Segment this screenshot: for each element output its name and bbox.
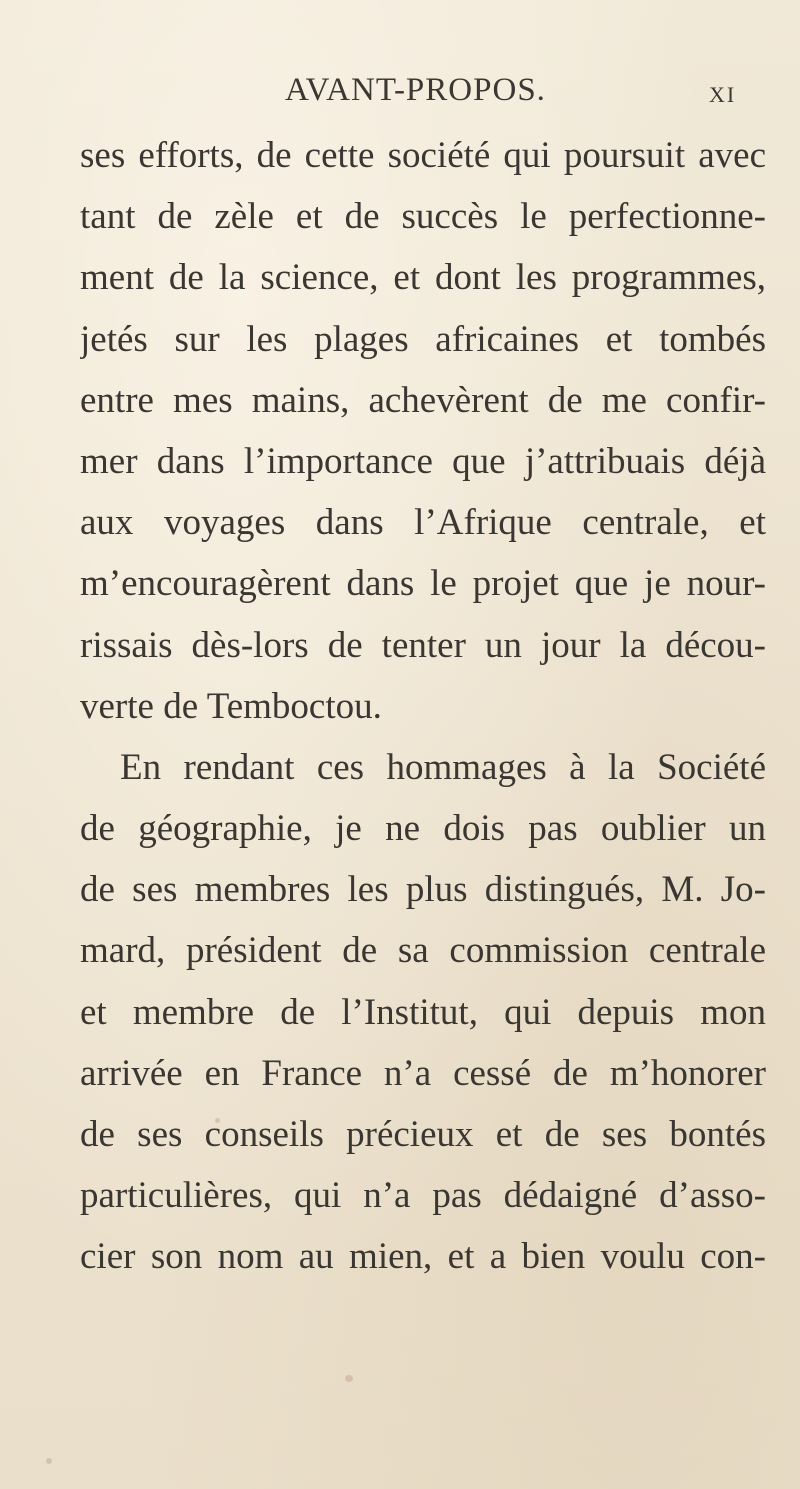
text-line: ses efforts, de cette société qui poursuit avec [80,135,766,176]
text-line: tant de zèle et de succès le perfectionne- [80,196,766,238]
text-line: rissais dès-lors de tenter un jour la décou- [80,624,766,666]
text-line: m’encouragèrent dans le projet que je nour- [80,563,766,605]
text-line: entre mes mains, achevèrent de me confir- [80,379,766,421]
text-line: ment de la science, et dont les programmes, [80,257,766,299]
text-line: jetés sur les plages africaines et tombés [80,318,766,360]
text-line: de géographie, je ne dois pas oublier un [80,808,766,850]
paragraph-first-line: En rendant ces hommages à la Société [120,746,766,788]
text-line: mard, président de sa commission centrale [80,930,766,972]
foxing-spot [46,1458,52,1464]
text-line: de ses membres les plus distingués, M. Jo- [80,869,766,911]
text-line: verte de Temboctou. [80,685,382,727]
running-title: AVANT-PROPOS. [285,72,546,108]
running-head [0,72,800,116]
text-line: et membre de l’Institut, qui depuis mon [80,991,766,1033]
foxing-spot [215,1118,220,1123]
page-number: XI [709,82,737,107]
text-line: de ses conseils précieux et de ses bontés [80,1114,766,1155]
text-line: aux voyages dans l’Afrique centrale, et [80,502,766,544]
foxing-spot [345,1375,353,1382]
body-text [80,125,766,1288]
text-line: mer dans l’importance que j’attribuais déjà [80,440,766,482]
text-line: arrivée en France n’a cessé de m’honorer [80,1052,766,1094]
text-line: particulières, qui n’a pas dédaigné d’asso- [80,1175,766,1217]
text-line: cier son nom au mien, et a bien voulu con- [80,1236,766,1278]
